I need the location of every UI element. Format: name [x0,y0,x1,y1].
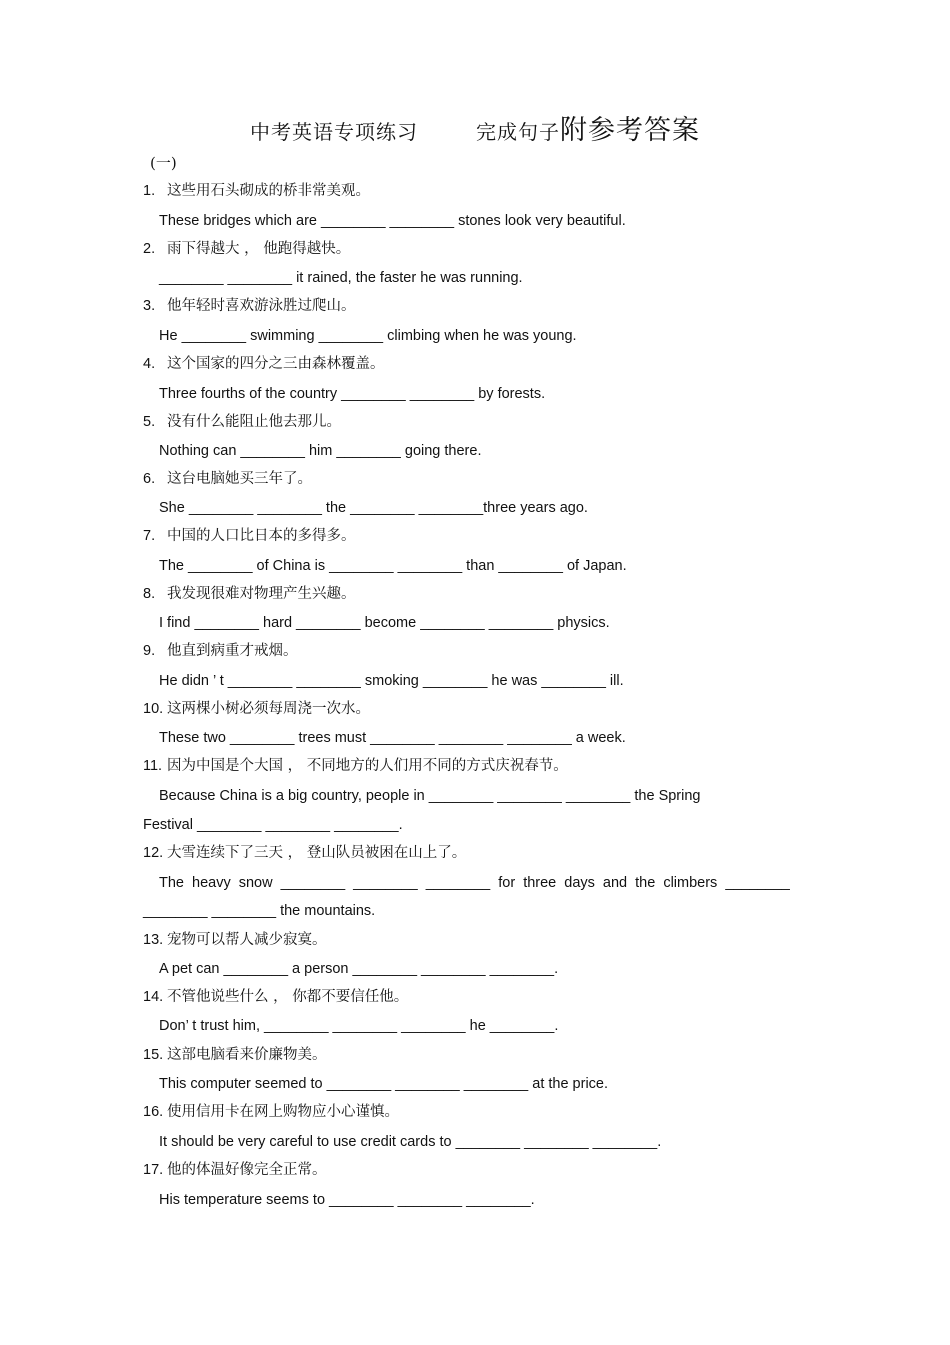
question-number: 6. [143,471,156,487]
question-number: 1. [143,183,156,199]
question-12-chinese [143,843,466,863]
question-number: 17. [143,1162,164,1178]
question-5-english: Nothing can ________ him ________ going there. [159,443,482,459]
question-prompt: 我发现很难对物理产生兴趣。 [167,586,356,602]
question-11-english: Because China is a big country, people in ________ ________ ________ the Spring [159,788,701,804]
question-15-chinese [143,1045,327,1065]
question-number: 13. [143,932,164,948]
question-prompt: 他的体温好像完全正常。 [167,1162,327,1178]
question-number: 3. [143,298,156,314]
question-prompt: 他直到病重才戒烟。 [167,643,298,659]
page-title [0,108,950,148]
title-part-1: 中考英语专项练习 [250,120,418,144]
question-12-english: The heavy snow ________ ________ ________ for three days and the climbers ________ [159,875,790,891]
question-9-chinese [143,641,298,661]
question-prompt: 宠物可以帮人减少寂寞。 [167,932,327,948]
question-number: 4. [143,356,156,372]
question-6-chinese [143,469,312,489]
question-prompt: 不管他说些什么 ， 你都不要信任他。 [167,989,409,1005]
question-prompt: 这些用石头砌成的桥非常美观。 [167,183,370,199]
question-number: 11. [143,758,163,774]
question-3-chinese [143,296,356,316]
question-prompt: 使用信用卡在网上购物应小心谨慎。 [167,1104,399,1120]
question-17-english: His temperature seems to ________ ________ ________. [159,1192,535,1208]
question-prompt: 这个国家的四分之三由森林覆盖。 [167,356,385,372]
question-13-english: A pet can ________ a person ________ ________ ________. [159,961,559,977]
question-number: 12. [143,845,164,861]
question-5-chinese [143,412,341,432]
question-number: 5. [143,414,156,430]
question-prompt: 因为中国是个大国 ， 不同地方的人们用不同的方式庆祝春节。 [167,758,568,774]
question-14-chinese [143,987,408,1007]
question-7-english: The ________ of China is ________ ________ than ________ of Japan. [159,558,627,574]
question-16-english: It should be very careful to use credit cards to ________ ________ ________. [159,1134,662,1150]
question-2-english: ________ ________ it rained, the faster he was running. [159,270,523,286]
question-10-english: These two ________ trees must ________ ________ ________ a week. [159,730,626,746]
question-9-english: He didn ’ t ________ ________ smoking ________ he was ________ ill. [159,673,624,689]
title-part-2: 完成句子 [476,120,560,144]
question-prompt: 大雪连续下了三天 ， 登山队员被困在山上了。 [167,845,467,861]
question-number: 7. [143,528,156,544]
question-16-chinese [143,1102,399,1122]
question-prompt: 这台电脑她买三年了。 [167,471,312,487]
question-17-chinese [143,1160,327,1180]
question-11-english-continued: Festival ________ ________ ________. [143,817,403,833]
question-6-english: She ________ ________ the ________ ________three years ago. [159,500,588,516]
question-4-chinese [143,354,385,374]
question-11-chinese [143,756,568,776]
question-number: 8. [143,586,156,602]
question-prompt: 他年轻时喜欢游泳胜过爬山。 [167,298,356,314]
question-prompt: 这两棵小树必须每周浇一次水。 [167,701,370,717]
question-prompt: 中国的人口比日本的多得多。 [167,528,356,544]
question-2-chinese [143,239,350,259]
question-number: 16. [143,1104,164,1120]
title-part-3: 附参考答案 [560,115,700,146]
question-13-chinese [143,930,327,950]
question-prompt: 这部电脑看来价廉物美。 [167,1047,327,1063]
question-1-chinese [143,181,370,201]
question-number: 2. [143,241,156,257]
question-8-english: I find ________ hard ________ become ________ ________ physics. [159,615,610,631]
question-1-english: These bridges which are ________ ________ stones look very beautiful. [159,213,626,229]
question-number: 9. [143,643,156,659]
question-14-english: Don’ t trust him, ________ ________ ________ he ________. [159,1018,559,1034]
question-number: 14. [143,989,164,1005]
question-15-english: This computer seemed to ________ ________ ________ at the price. [159,1076,609,1092]
section-label: (一) [150,154,177,172]
question-12-english-continued: ________ ________ the mountains. [143,903,376,919]
question-number: 15. [143,1047,164,1063]
question-3-english: He ________ swimming ________ climbing when he was young. [159,328,577,344]
question-prompt: 没有什么能阻止他去那儿。 [167,414,341,430]
question-7-chinese [143,526,356,546]
question-prompt: 雨下得越大 ， 他跑得越快。 [167,241,351,257]
question-4-english: Three fourths of the country ________ ________ by forests. [159,386,546,402]
question-10-chinese [143,699,370,719]
question-8-chinese [143,584,356,604]
question-number: 10. [143,701,164,717]
